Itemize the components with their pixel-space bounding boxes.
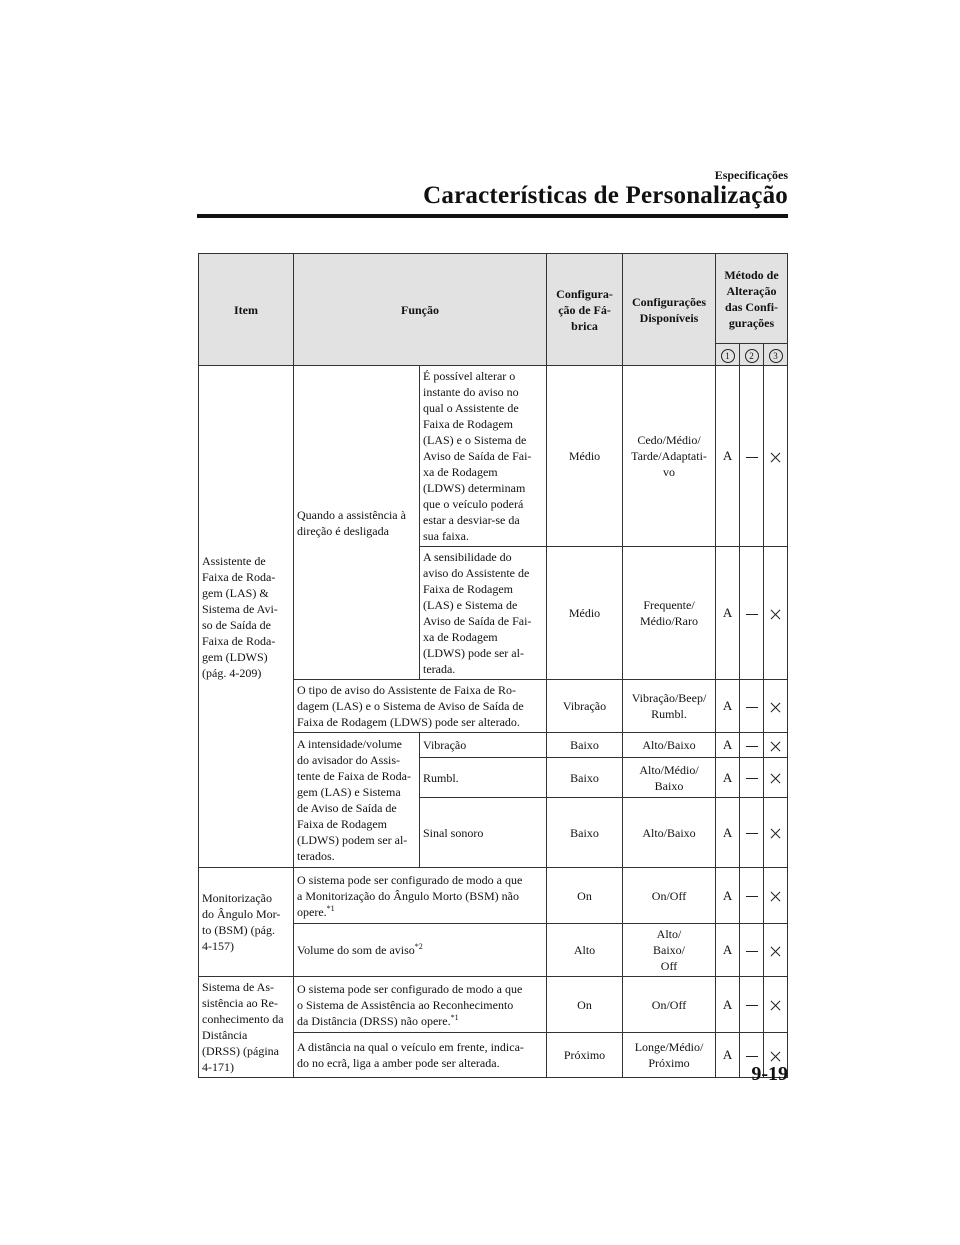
factory-setting: On — [547, 977, 623, 1033]
cross-icon — [770, 828, 781, 839]
cross-icon — [770, 702, 781, 713]
available-settings: Frequente/ Médio/Raro — [623, 547, 716, 680]
available-settings: Alto/ Baixo/ Off — [623, 924, 716, 977]
method-3-mark — [764, 547, 788, 680]
method-1-mark: A — [716, 366, 740, 547]
dash-icon — [746, 833, 758, 834]
factory-setting: Baixo — [547, 798, 623, 868]
dash-icon — [746, 746, 758, 747]
method-1-mark: A — [716, 680, 740, 733]
circled-3-icon: 3 — [769, 349, 783, 363]
method-1-mark: A — [716, 977, 740, 1033]
dash-icon — [746, 896, 758, 897]
method-2-mark — [740, 366, 764, 547]
page-number: 9-19 — [751, 1063, 788, 1085]
method-1-mark: A — [716, 733, 740, 758]
intensity-sound: Sinal sonoro — [420, 798, 547, 868]
header-change-method: Método de Alteração das Confi- gurações — [716, 254, 788, 344]
method-2-mark — [740, 758, 764, 798]
table-row — [199, 977, 788, 1033]
dash-icon — [746, 457, 758, 458]
cross-icon — [770, 891, 781, 902]
header-factory-setting: Configura- ção de Fá- brica — [547, 254, 623, 366]
method-1-mark: A — [716, 924, 740, 977]
factory-setting: Baixo — [547, 733, 623, 758]
available-settings: Vibração/Beep/ Rumbl. — [623, 680, 716, 733]
cross-icon — [770, 1051, 781, 1062]
method-2-mark — [740, 868, 764, 924]
title-rule — [197, 214, 788, 218]
available-settings: Alto/Baixo — [623, 798, 716, 868]
function-warning-type: O tipo de aviso do Assistente de Faixa de Ro- dagem (LAS) e o Sistema de Aviso de Saída de Faixa de Rodagem (LDWS) pode ser alterado. — [294, 680, 547, 733]
method-2-mark — [740, 547, 764, 680]
available-settings: Cedo/Médio/ Tarde/Adaptati- vo — [623, 366, 716, 547]
cross-icon — [770, 1000, 781, 1011]
footnote-ref: *1 — [450, 1012, 459, 1022]
table-row — [199, 366, 788, 547]
cross-icon — [770, 946, 781, 957]
item-bsm: Monitorização do Ângulo Mor- to (BSM) (pág. 4-157) — [199, 868, 294, 977]
method-1-mark: A — [716, 758, 740, 798]
dash-icon — [746, 614, 758, 615]
dash-icon — [746, 707, 758, 708]
method-2-mark — [740, 798, 764, 868]
method-2-mark — [740, 733, 764, 758]
factory-setting: On — [547, 868, 623, 924]
function-drss-operation: O sistema pode ser configurado de modo a que o Sistema de Assistência ao Reconhecimento da Distância (DRSS) não opere.$^{*1}$ — [294, 977, 547, 1033]
function-warning-sensitivity: A sensibilidade do aviso do Assistente de Faixa de Rodagem (LAS) e Sistema de Aviso de Saída de Fai- xa de Rodagem (LDWS) pode ser al- terada. — [420, 547, 547, 680]
method-2-mark — [740, 680, 764, 733]
method-3-mark — [764, 798, 788, 868]
dash-icon — [746, 951, 758, 952]
factory-setting: Baixo — [547, 758, 623, 798]
method-3-mark — [764, 868, 788, 924]
available-settings: On/Off — [623, 977, 716, 1033]
method-2-mark — [740, 924, 764, 977]
cross-icon — [770, 609, 781, 620]
available-settings: Alto/Médio/ Baixo — [623, 758, 716, 798]
factory-setting: Médio — [547, 366, 623, 547]
page-title: Características de Personalização — [423, 182, 788, 209]
method-1-mark: A — [716, 798, 740, 868]
header-method-2 — [740, 344, 764, 366]
cross-icon — [770, 773, 781, 784]
header-method-1 — [716, 344, 740, 366]
customization-table — [198, 253, 788, 1078]
section-label: Especificações — [714, 168, 788, 182]
function-bsm-volume: Volume do som de aviso$^{*2}$ — [294, 924, 547, 977]
circled-1-icon: 1 — [721, 349, 735, 363]
header-function: Função — [294, 254, 547, 366]
header-available-settings: Configurações Disponíveis — [623, 254, 716, 366]
header-item: Item — [199, 254, 294, 366]
circled-2-icon: 2 — [745, 349, 759, 363]
method-3-mark — [764, 758, 788, 798]
intensity-vibration: Vibração — [420, 733, 547, 758]
method-2-mark — [740, 977, 764, 1033]
factory-setting: Médio — [547, 547, 623, 680]
dash-icon — [746, 1005, 758, 1006]
method-1-mark: A — [716, 868, 740, 924]
footnote-ref: *1 — [326, 903, 335, 913]
method-3-mark — [764, 366, 788, 547]
factory-setting: Alto — [547, 924, 623, 977]
item-drss: Sistema de As- sistência ao Re- conhecimento da Distância (DRSS) (página 4-171) — [199, 977, 294, 1078]
cross-icon — [770, 452, 781, 463]
function-warning-timing: É possível alterar o instante do aviso no qual o Assistente de Faixa de Rodagem (LAS) e o Sistema de Aviso de Saída de Fai- xa de Rodagem (LDWS) determinam que o veículo poderá estar a desviar-se da sua faixa. — [420, 366, 547, 547]
factory-setting: Vibração — [547, 680, 623, 733]
dash-icon — [746, 778, 758, 779]
method-3-mark — [764, 924, 788, 977]
factory-setting: Próximo — [547, 1033, 623, 1078]
footnote-ref: *2 — [414, 942, 423, 951]
method-1-mark: A — [716, 547, 740, 680]
method-3-mark — [764, 680, 788, 733]
available-settings: Longe/Médio/ Próximo — [623, 1033, 716, 1078]
available-settings: Alto/Baixo — [623, 733, 716, 758]
dash-icon — [746, 1056, 758, 1057]
intensity-rumble: Rumbl. — [420, 758, 547, 798]
table-row — [199, 868, 788, 924]
function-intensity-label: A intensidade/volume do avisador do Assis- tente de Faixa de Roda- gem (LAS) e Sistema de Aviso de Saída de Faixa de Rodagem (LDWS) podem ser al- terados. — [294, 733, 420, 868]
cross-icon — [770, 741, 781, 752]
function-steering-off-label: Quando a assistência à direção é desligada — [294, 366, 420, 680]
method-3-mark — [764, 977, 788, 1033]
function-bsm-operation: O sistema pode ser configurado de modo a que a Monitorização do Ângulo Morto (BSM) não opere.$^{*1}$ — [294, 868, 547, 924]
function-drss-distance: A distância na qual o veículo em frente, indica- do no ecrã, liga a amber pode ser alterada. — [294, 1033, 547, 1078]
available-settings: On/Off — [623, 868, 716, 924]
method-1-mark: A — [716, 1033, 740, 1078]
header-method-3 — [764, 344, 788, 366]
method-3-mark — [764, 733, 788, 758]
item-las-ldws: Assistente de Faixa de Roda- gem (LAS) & Sistema de Avi- so de Saída de Faixa de Roda- gem (LDWS) (pág. 4-209) — [199, 366, 294, 868]
